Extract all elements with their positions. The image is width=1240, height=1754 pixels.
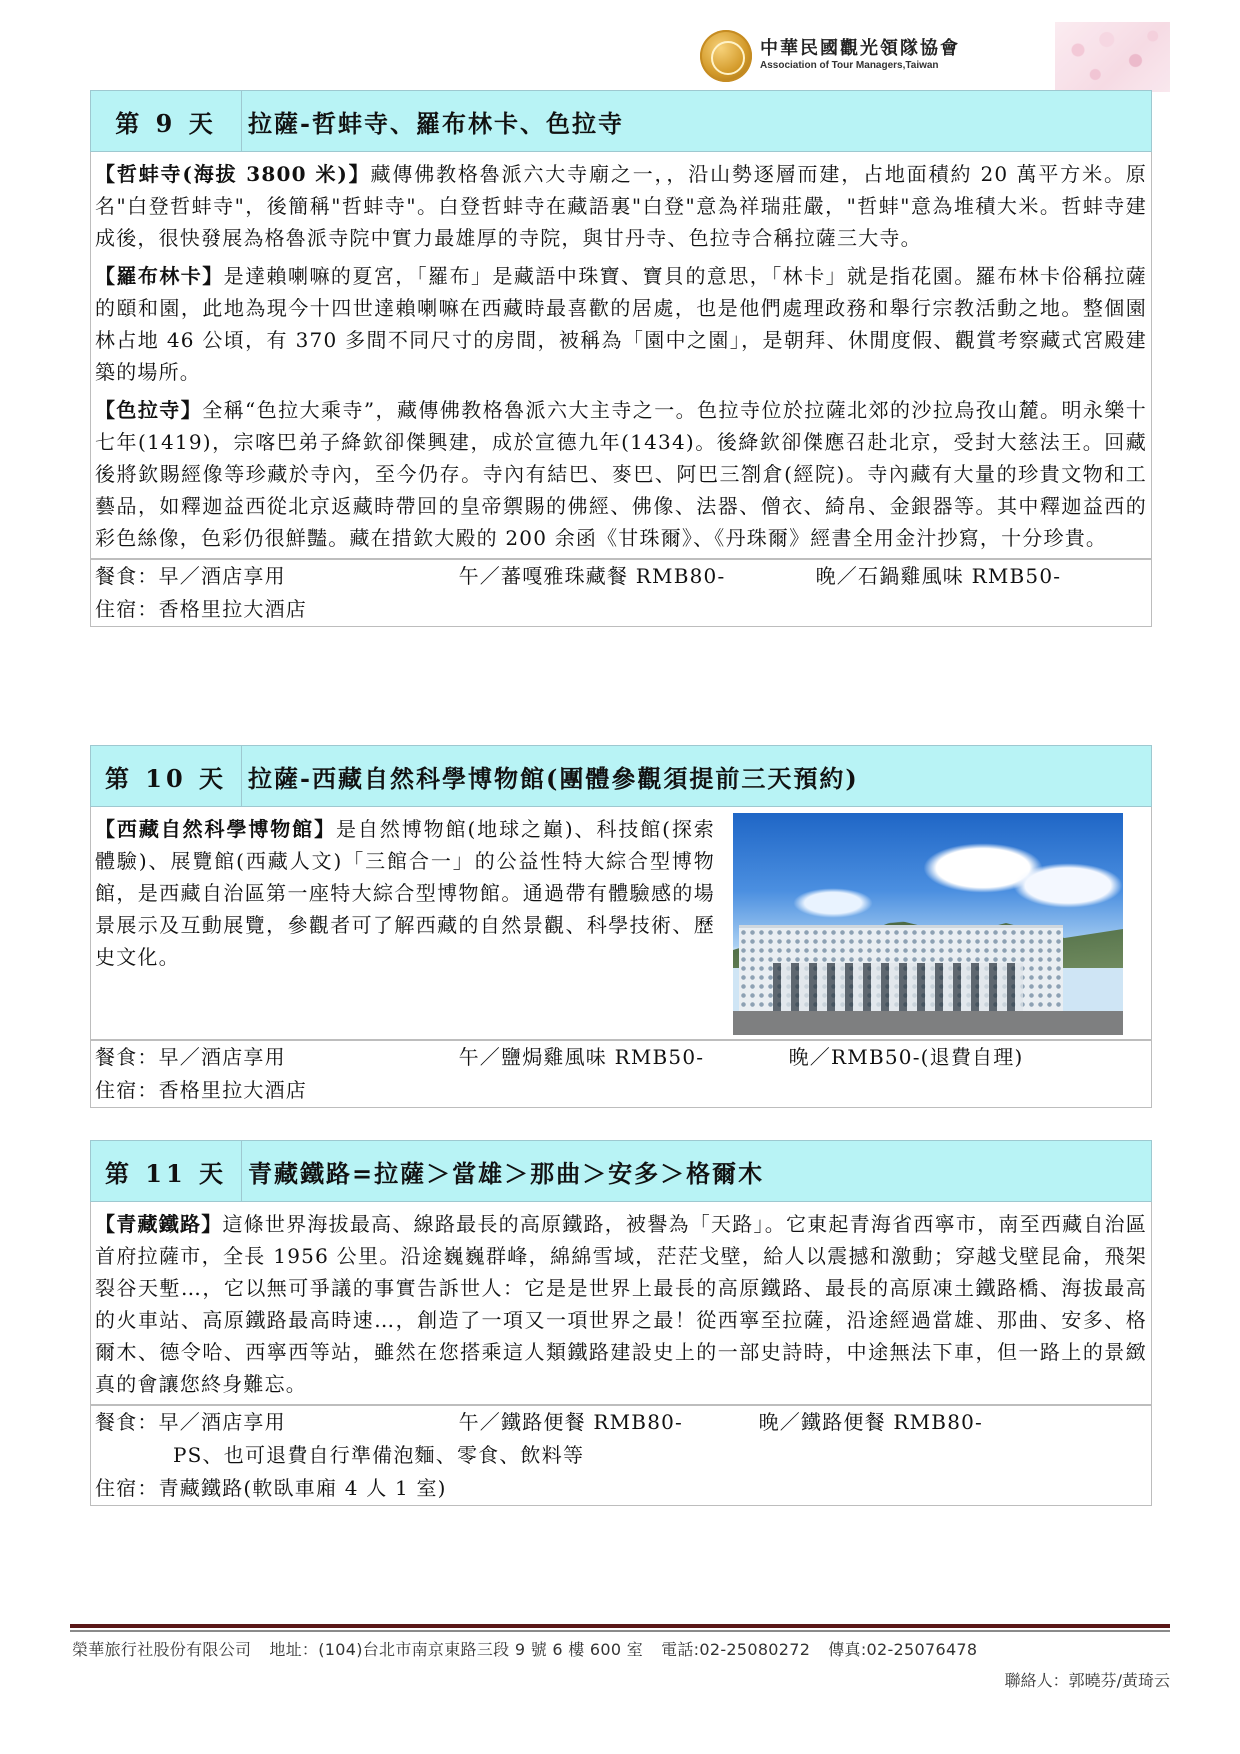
day-number: 第 11 天 xyxy=(91,1141,242,1201)
breakfast: 早／酒店享用 xyxy=(158,1045,286,1069)
meals-row xyxy=(95,1406,1147,1439)
day-number: 第 9 天 xyxy=(91,91,242,151)
day-header xyxy=(90,745,1152,807)
footer-divider xyxy=(70,1624,1170,1628)
breakfast: 早／酒店享用 xyxy=(158,1410,286,1434)
footer-fax: 傳真:02-25076478 xyxy=(828,1640,978,1659)
meals-label: 餐食： xyxy=(95,564,159,588)
attraction-paragraph xyxy=(95,158,1147,254)
meals-label: 餐食： xyxy=(95,1045,159,1069)
meals-label: 餐食： xyxy=(95,1410,159,1434)
org-name-en: Association of Tour Managers,Taiwan xyxy=(760,60,939,71)
meals-row xyxy=(95,1041,1147,1074)
attraction-text: 是達賴喇嘛的夏宮，「羅布」是藏語中珠寶、寶貝的意思，「林卡」就是指花園。羅布林卡俗稱拉薩的頤和園，此地為現今十四世達賴喇嘛在西藏時最喜歡的居處，也是他們處理政務和舉行宗教活動之地。整個園林占地 46 公頃，有 370 多間不同尺寸的房間，被稱為「園中之園」，是朝拜、休閒度假、觀賞考察藏式宮殿建築的場所。 xyxy=(95,264,1147,384)
attraction-name: 【青藏鐵路】 xyxy=(95,1212,223,1236)
attraction-name: 【哲蚌寺(海拔 3800 米)】 xyxy=(95,162,371,186)
footer-phone: 電話:02-25080272 xyxy=(661,1640,811,1659)
attraction-name: 【色拉寺】 xyxy=(95,398,203,422)
lunch: 午／蕃嘎雅珠藏餐 RMB80- xyxy=(458,564,726,588)
day-description xyxy=(90,807,1152,1040)
attraction-text: 這條世界海拔最高、線路最長的高原鐵路，被譽為「天路」。它東起青海省西寧市，南至西藏自治區首府拉薩市，全長 1956 公里。沿途巍巍群峰，綿綿雪域，茫茫戈壁，給人以震撼和激動；穿越戈壁昆侖，飛架裂谷天塹…，它以無可爭議的事實告訴世人：它是是世界上最長的高原鐵路、最長的高原凍土鐵路橋、海拔最高的火車站、高原鐵路最高時速…，創造了一項又一項世界之最！從西寧至拉薩，沿途經過當雄、那曲、安多、格爾木、德令哈、西寧西等站，雖然在您搭乘這人類鐵路建設史上的一部史詩時，中途無法下車，但一路上的景緻真的會讓您終身難忘。 xyxy=(95,1212,1147,1396)
header-logo xyxy=(700,22,1170,92)
cherry-blossom-decoration xyxy=(1055,22,1170,92)
attraction-text: 藏傳佛教格魯派六大寺廟之一，，沿山勢逐層而建，占地面積約 20 萬平方米。原名"白登哲蚌寺"，後簡稱"哲蚌寺"。白登哲蚌寺在藏語裏"白登"意為祥瑞莊嚴，"哲蚌"意為堆積大米。哲蚌寺建成後，很快發展為格魯派寺院中實力最雄厚的寺院，與甘丹寺、色拉寺合稱拉薩三大寺。 xyxy=(95,162,1148,250)
day-10-section xyxy=(90,745,1152,1108)
dinner: 晚／RMB50-(退費自理) xyxy=(788,1045,1024,1069)
day-description xyxy=(90,1202,1152,1405)
attraction-text: 全稱“色拉大乘寺”，藏傳佛教格魯派六大主寺之一。色拉寺位於拉薩北郊的沙拉烏孜山麓。明永樂十七年(1419)，宗喀巴弟子絳欽卻傑興建，成於宣德九年(1434)。後絳欽卻傑應召赴北京，受封大慈法王。回藏後將欽賜經像等珍藏於寺內，至今仍存。寺內有結巴、麥巴、阿巴三劄倉(經院)。寺內藏有大量的珍貴文物和工藝品，如釋迦益西從北京返藏時帶回的皇帝禦賜的佛經、佛像、法器、僧衣、綺帛、金銀器等。其中釋迦益西的彩色絲像，色彩仍很鮮豔。藏在措欽大殿的 200 余函《甘珠爾》、《丹珠爾》經書全用金汁抄寫，十分珍貴。 xyxy=(95,398,1148,550)
lunch: 午／鹽焗雞風味 RMB50- xyxy=(458,1045,705,1069)
day-title: 青藏鐵路=拉薩＞當雄＞那曲＞安多＞格爾木 xyxy=(248,1158,765,1188)
footer-info xyxy=(72,1637,1172,1660)
attraction-paragraph xyxy=(95,260,1147,388)
meals-row xyxy=(95,560,1147,593)
lunch: 午／鐵路便餐 RMB80- xyxy=(458,1410,684,1434)
footer-address: 地址：(104)台北市南京東路三段 9 號 6 樓 600 室 xyxy=(269,1640,644,1659)
day-11-section xyxy=(90,1140,1152,1506)
attraction-text: 是自然博物館(地球之巔)、科技館(探索體驗)、展覽館(西藏人文)「三館合一」的公益性特大綜合型博物館，是西藏自治區第一座特大綜合型博物館。通過帶有體驗感的場景展示及互動展覽，參觀者可了解西藏的自然景觀、科學技術、歷史文化。 xyxy=(95,817,715,969)
day-number: 第 10 天 xyxy=(91,746,242,806)
org-name: 中華民國觀光領隊協會 xyxy=(760,38,960,59)
attraction-paragraph xyxy=(95,813,715,973)
lodging: 住宿：青藏鐵路(軟臥車廂 4 人 1 室) xyxy=(95,1476,447,1500)
day-meals-lodging xyxy=(90,1405,1152,1506)
footer-company: 榮華旅行社股份有限公司 xyxy=(72,1640,252,1659)
day-description xyxy=(90,152,1152,559)
attraction-text-column xyxy=(95,813,729,1035)
attraction-name: 【西藏自然科學博物館】 xyxy=(95,817,337,841)
day-title: 拉薩-哲蚌寺、羅布林卡、色拉寺 xyxy=(248,108,624,138)
attraction-paragraph xyxy=(95,394,1147,554)
day-meals-lodging xyxy=(90,559,1152,627)
day-meals-lodging xyxy=(90,1040,1152,1108)
day-9-section xyxy=(90,90,1152,627)
footer-divider-thin xyxy=(70,1630,1170,1632)
attraction-name: 【羅布林卡】 xyxy=(95,264,224,288)
meals-note: PS、也可退費自行準備泡麵、零食、飲料等 xyxy=(173,1443,585,1467)
footer-contact: 聯絡人：郭曉芬/黃琦云 xyxy=(1004,1671,1170,1690)
day-title: 拉薩-西藏自然科學博物館(團體參觀須提前三天預約) xyxy=(248,763,859,793)
lodging: 住宿：香格里拉大酒店 xyxy=(95,597,307,621)
association-seal-icon xyxy=(700,30,752,82)
dinner: 晚／鐵路便餐 RMB80- xyxy=(758,1410,984,1434)
museum-photo xyxy=(733,813,1123,1035)
day-header xyxy=(90,1140,1152,1202)
day-header xyxy=(90,90,1152,152)
dinner: 晚／石鍋雞風味 RMB50- xyxy=(815,564,1062,588)
breakfast: 早／酒店享用 xyxy=(158,564,286,588)
lodging: 住宿：香格里拉大酒店 xyxy=(95,1078,307,1102)
attraction-paragraph xyxy=(95,1208,1147,1400)
